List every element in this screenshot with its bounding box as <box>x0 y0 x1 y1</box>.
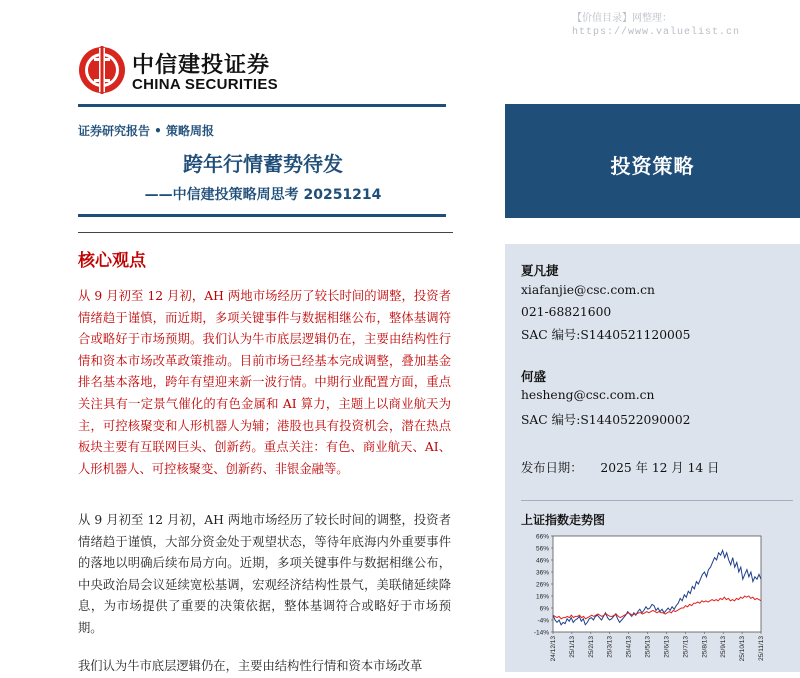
chart-y-tick-label: 6% <box>539 605 549 613</box>
brand-name-en: CHINA SECURITIES <box>132 76 278 93</box>
citic-logo-icon <box>78 46 126 94</box>
analyst-1-name: 夏凡捷 <box>521 263 559 278</box>
publish-date <box>521 458 719 476</box>
analyst-1-email: xiafanjie@csc.com.cn <box>521 283 655 297</box>
chart-y-tick-label: 26% <box>535 581 549 589</box>
core-view-body-1: 从 9 月初至 12 月初，AH 两地市场经历了较长时间的调整，投资者情绪趋于谨慎，大部分资金处于观望状态，等待年底海内外重要事件的落地以明确后续布局方向。近期，多项关键事件与数据相继公布，中央政治局会议延续宽松基调，宏观经济结构性景气，美联储延续降息，为市场提供了重要的决策依据，整体基调符合或略好于市场预期。 <box>78 513 451 635</box>
chart-x-tick-label: 25/10/13 <box>739 636 747 662</box>
analyst-1-sac: SAC 编号:S1440521120005 <box>521 328 691 342</box>
analyst-2-name: 何盛 <box>521 369 547 384</box>
category-banner <box>505 104 800 218</box>
index-trend-chart <box>521 528 793 672</box>
chart-x-tick-label: 25/3/13 <box>606 636 614 658</box>
analyst-2-sac: SAC 编号:S1440522090002 <box>521 413 691 427</box>
report-type: 证券研究报告 • 策略周报 <box>78 124 215 138</box>
watermark-line-2: https://www.valuelist.cn <box>571 27 740 38</box>
chart-y-tick-label: 56% <box>535 545 549 553</box>
category-banner-label: 投资策略 <box>610 154 695 178</box>
chart-y-tick-label: 66% <box>535 533 549 541</box>
chart-y-tick-label: -4% <box>537 617 549 625</box>
analyst-1-phone: 021-68821600 <box>521 305 612 319</box>
chart-x-tick-label: 25/7/13 <box>682 636 690 658</box>
publish-date-label: 发布日期： <box>521 461 583 475</box>
core-view-body-2: 我们认为牛市底层逻辑仍在，主要由结构性行情和资本市场改革 <box>78 659 423 673</box>
chart-y-tick-label: 46% <box>535 557 549 565</box>
chart-title: 上证指数走势图 <box>521 513 606 527</box>
chart-y-tick-label: -14% <box>533 629 549 637</box>
chart-x-tick-label: 25/5/13 <box>644 636 652 658</box>
chart-x-tick-label: 25/8/13 <box>701 636 709 658</box>
sidebar-divider <box>521 500 793 501</box>
core-view-heading: 核心观点 <box>78 251 146 271</box>
brand-logo <box>78 46 288 98</box>
publish-date-value: 2025 年 12 月 14 日 <box>600 461 720 475</box>
core-view-highlight: 从 9 月初至 12 月初，AH 两地市场经历了较长时间的调整，投资者情绪趋于谨慎，而近期，多项关键事件与数据相继公布，整体基调符合或略好于市场预期。我们认为牛市底层逻辑仍在，主要由结构性行情和资本市场改革政策推动。目前市场已经基本完成调整，叠加基金排名基本落地，跨年有望迎来新一波行情。中期行业配置方面，重点关注具有一定景气催化的有色金属和 AI 算力，主题上以商业航天为主，可控核聚变和人形机器人为辅；港股也具有投资机会，潜在热点板块主要有互联网巨头、创新药。重点关注：有色、商业航天、AI、人形机器人、可控核聚变、创新药、非银金融等。 <box>78 289 451 476</box>
chart-x-tick-label: 25/9/13 <box>720 636 728 658</box>
chart-x-tick-label: 25/4/13 <box>625 636 633 658</box>
analyst-2-email: hesheng@csc.com.cn <box>521 388 655 402</box>
report-subtitle: ——中信建投策略周思考 20251214 <box>144 187 382 203</box>
chart-x-tick-label: 25/11/13 <box>758 636 765 661</box>
header-rule-top <box>78 104 446 107</box>
brand-name-cn: 中信建投证券 <box>132 53 271 78</box>
chart-y-tick-label: 16% <box>535 593 549 601</box>
header-rule-bottom <box>78 214 446 217</box>
watermark-line-1: 【价值目录】网整理： <box>571 13 672 24</box>
chart-x-tick-label: 25/1/13 <box>568 636 576 658</box>
chart-x-tick-label: 24/12/13 <box>550 636 557 662</box>
section-rule <box>78 232 453 233</box>
report-title: 跨年行情蓄势待发 <box>183 152 343 176</box>
chart-y-tick-label: 36% <box>535 569 549 577</box>
chart-x-tick-label: 25/2/13 <box>587 636 595 658</box>
watermark <box>572 12 740 40</box>
chart-x-tick-label: 25/6/13 <box>663 636 671 658</box>
